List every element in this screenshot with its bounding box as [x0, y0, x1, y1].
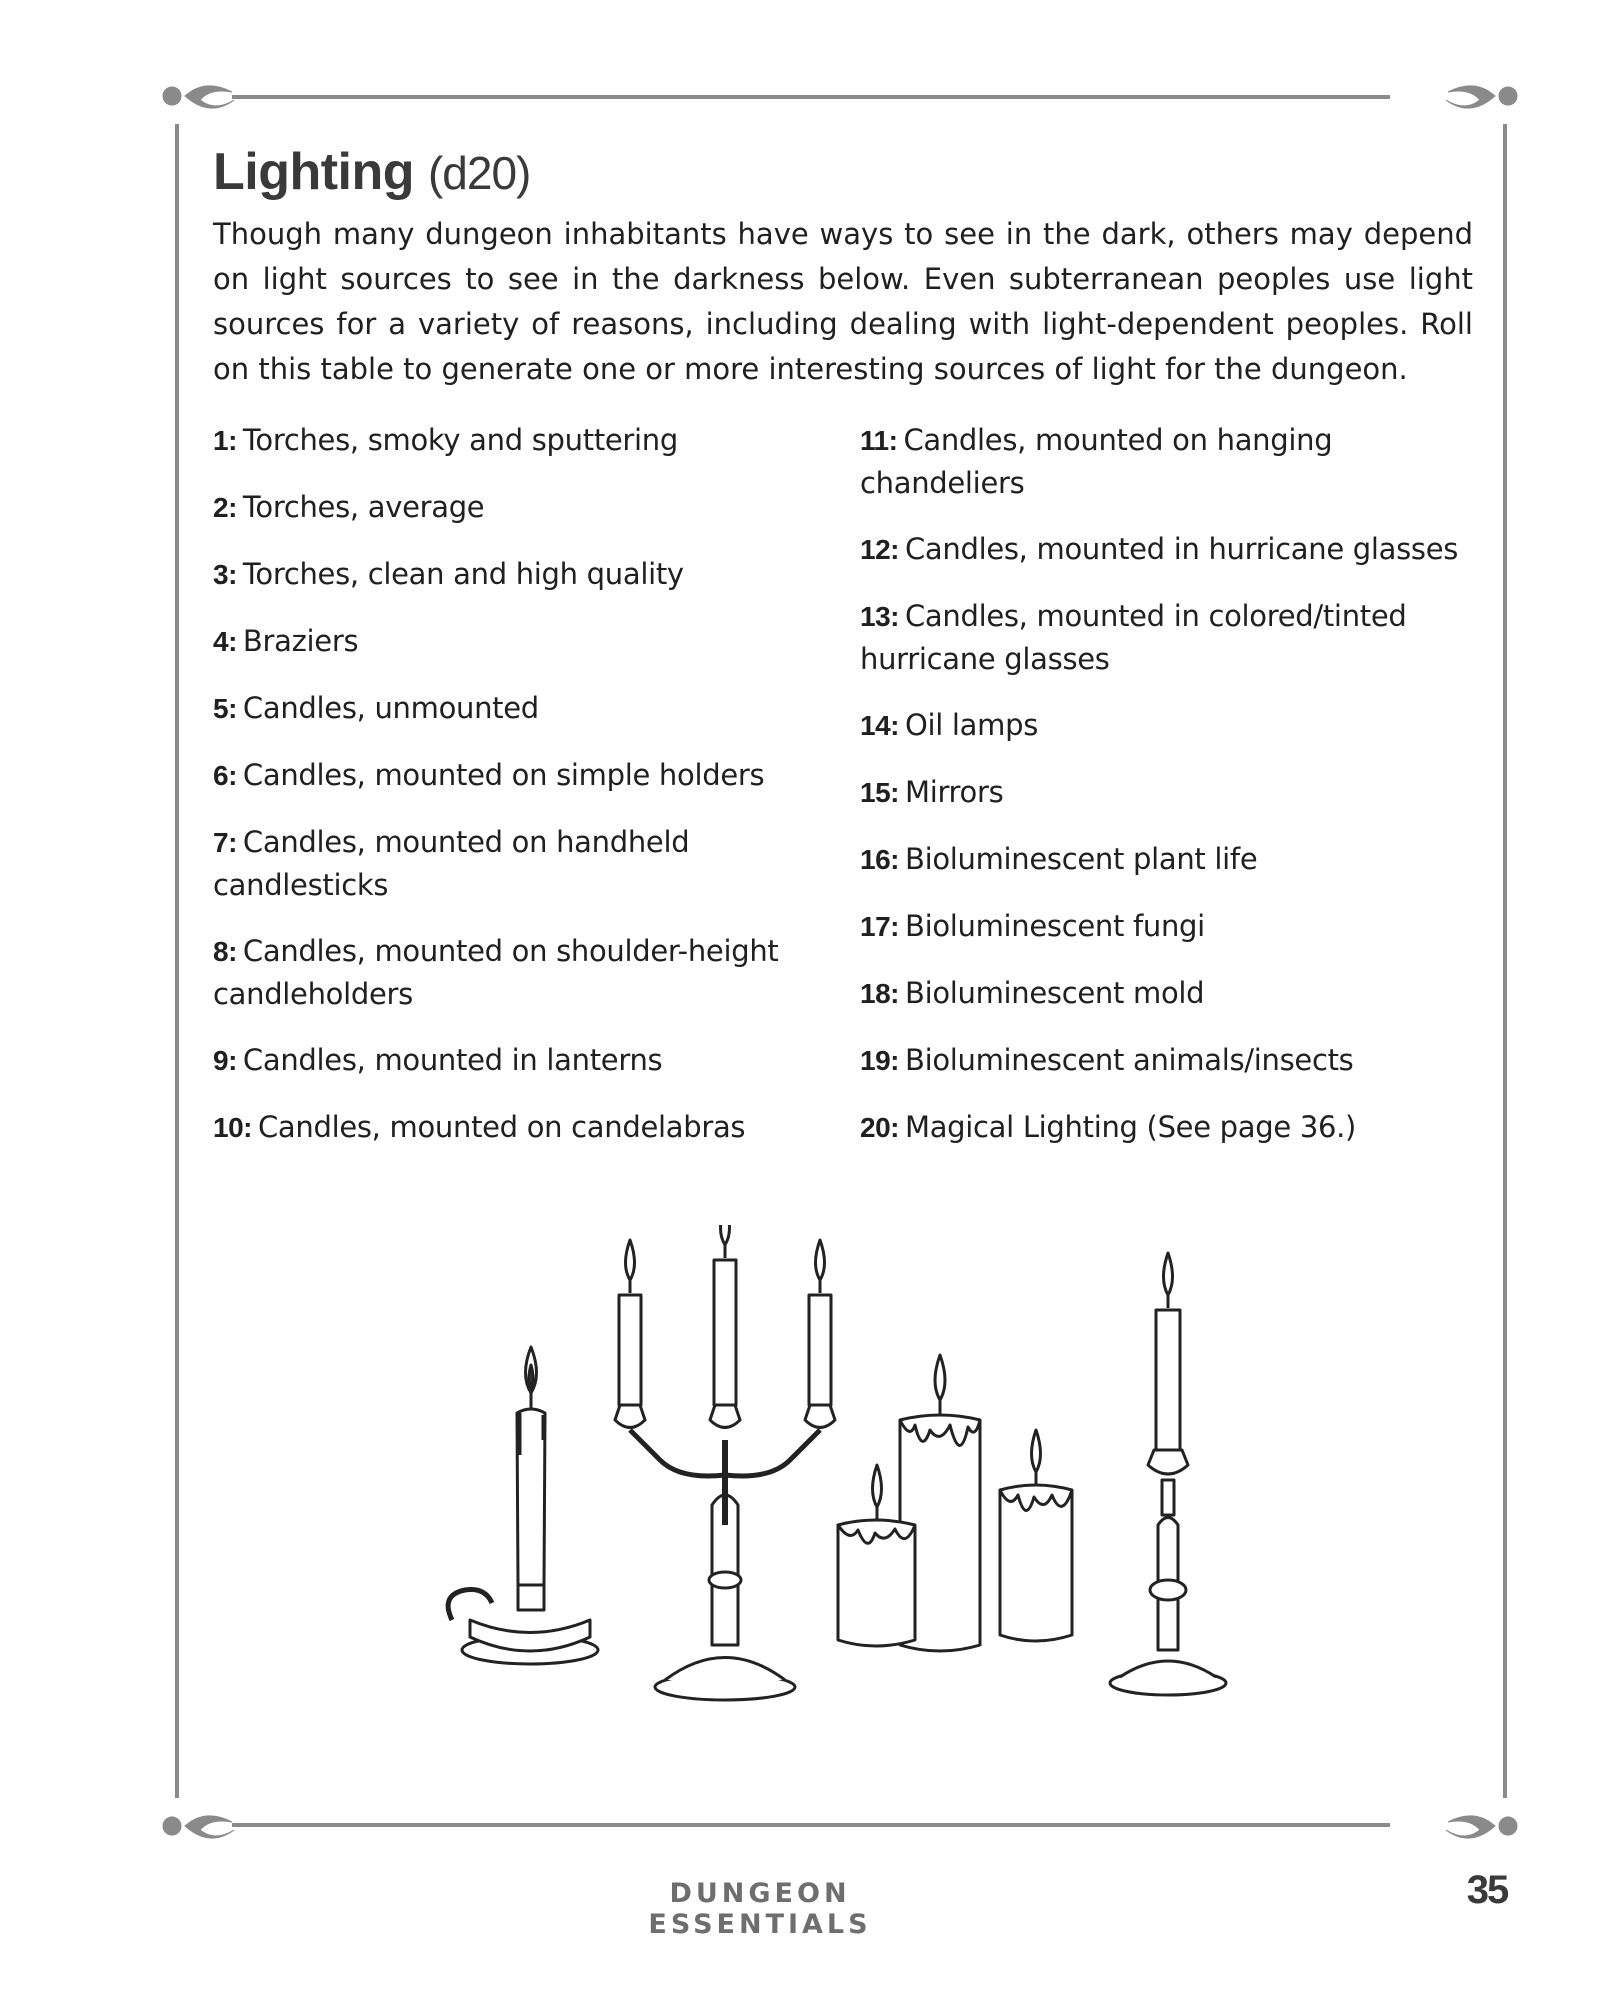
table-entry: [213, 1039, 813, 1082]
entry-number: 9:: [213, 1045, 237, 1076]
section-title: Lighting: [213, 143, 415, 201]
entry-number: 6:: [213, 760, 237, 791]
entry-text: Torches, smoky and sputtering: [242, 423, 679, 457]
entry-text: Candles, mounted on shoulder-height candleholders: [213, 934, 779, 1011]
table-entry: [213, 754, 813, 797]
table-entry: [213, 486, 813, 529]
entry-text: Bioluminescent animals/insects: [904, 1043, 1354, 1077]
section-heading: [213, 140, 530, 205]
table-entry: [213, 419, 813, 462]
entry-number: 11:: [860, 425, 898, 456]
entry-text: Torches, average: [242, 490, 485, 524]
frame-flourish-bottom-right-icon: [1446, 1816, 1517, 1838]
table-entry: [213, 930, 813, 1015]
entry-number: 5:: [213, 693, 237, 724]
entry-text: Candles, mounted on simple holders: [242, 758, 765, 792]
entry-number: 15:: [860, 777, 899, 808]
entry-number: 8:: [213, 936, 237, 967]
table-column-right: [860, 419, 1480, 1173]
table-entry: [213, 821, 813, 906]
table-entry: [213, 1106, 813, 1149]
entry-text: Candles, unmounted: [242, 691, 539, 725]
entry-number: 2:: [213, 492, 237, 523]
table-entry: [860, 595, 1480, 680]
entry-number: 7:: [213, 827, 237, 858]
table-entry: [860, 419, 1480, 504]
candelabra-icon: [615, 1225, 835, 1700]
frame-flourish-bottom-left-icon: [163, 1816, 234, 1838]
entry-text: Candles, mounted on handheld candlesticks: [213, 825, 690, 902]
table-entry: [860, 972, 1480, 1015]
entry-text: Magical Lighting (See page 36.): [904, 1110, 1357, 1144]
table-entry: [860, 704, 1480, 747]
entry-number: 4:: [213, 626, 237, 657]
book-title-footer: DUNGEON ESSENTIALS: [648, 1878, 872, 1940]
table-entry: [860, 771, 1480, 814]
entry-number: 14:: [860, 710, 899, 741]
intro-paragraph: Though many dungeon inhabitants have ways to see in the dark, others may depend on light sources to see in the darkness below. Even subterranean peoples use light sources for a variety of reasons, including dealing with light-dependent peoples. Roll on this table to generate one or more interesting sources of light for the dungeon.: [213, 217, 1473, 386]
entry-text: Bioluminescent mold: [904, 976, 1205, 1010]
dice-label: (d20): [427, 147, 531, 199]
entry-text: Oil lamps: [904, 708, 1039, 742]
entry-text: Candles, mounted in hurricane glasses: [904, 532, 1459, 566]
table-entry: [860, 1106, 1480, 1149]
table-entry: [213, 620, 813, 663]
entry-number: 13:: [860, 601, 899, 632]
entry-number: 17:: [860, 911, 899, 942]
entry-text: Bioluminescent plant life: [904, 842, 1258, 876]
entry-text: Braziers: [242, 624, 359, 658]
chamberstick-candle-icon: [448, 1347, 598, 1664]
table-entry: [213, 553, 813, 596]
entry-text: Bioluminescent fungi: [904, 909, 1205, 943]
entry-number: 18:: [860, 978, 899, 1009]
frame-flourish-top-right-icon: [1446, 86, 1517, 108]
entry-number: 3:: [213, 559, 237, 590]
entry-number: 16:: [860, 844, 899, 875]
entry-text: Torches, clean and high quality: [242, 557, 684, 591]
candles-illustration: [440, 1225, 1240, 1725]
entry-number: 19:: [860, 1045, 899, 1076]
entry-text: Candles, mounted in lanterns: [242, 1043, 663, 1077]
page-number: 35: [1466, 1868, 1508, 1912]
entry-number: 10:: [213, 1112, 252, 1143]
table-entry: [860, 838, 1480, 881]
table-entry: [860, 1039, 1480, 1082]
entry-number: 12:: [860, 534, 899, 565]
entry-text: Candles, mounted in colored/tinted hurricane glasses: [860, 599, 1407, 676]
table-entry: [860, 528, 1480, 571]
tall-candlestick-icon: [1110, 1253, 1226, 1695]
table-entry: [213, 687, 813, 730]
frame-flourish-top-left-icon: [163, 86, 234, 108]
table-column-left: [213, 419, 813, 1173]
pillar-candles-icon: [838, 1355, 1072, 1651]
entry-number: 1:: [213, 425, 237, 456]
entry-number: 20:: [860, 1112, 899, 1143]
entry-text: Candles, mounted on hanging chandeliers: [860, 423, 1333, 500]
entry-text: Candles, mounted on candelabras: [257, 1110, 746, 1144]
table-entry: [860, 905, 1480, 948]
entry-text: Mirrors: [904, 775, 1004, 809]
